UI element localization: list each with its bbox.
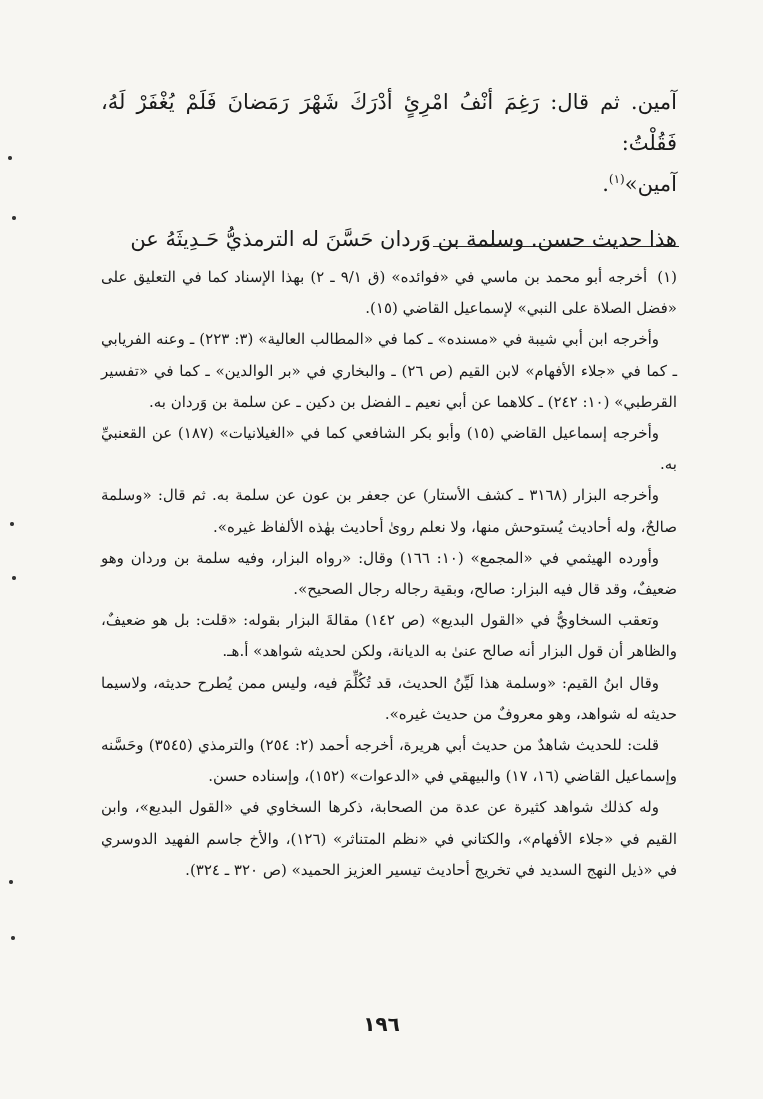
main-line-2-end: . xyxy=(602,172,609,196)
footnote-paragraph-5: وأورده الهيثمي في «المجمع» (١٠: ١٦٦) وقال: «رواه البزار، وفيه سلمة بن وردان وهو ضعيفٌ، وقد قال فيه البزار: صالح، وبقية رجاله رجال الصحيح». xyxy=(101,548,677,599)
scan-mark xyxy=(9,880,13,884)
main-line-2: آمين» xyxy=(624,172,677,196)
page-number: ١٩٦ xyxy=(363,1012,400,1036)
scan-mark xyxy=(12,576,16,580)
footnote-reference: (١) xyxy=(608,172,625,186)
footnote-paragraph-2: وأخرجه ابن أبي شيبة في «مسنده» ـ كما في «المطالب العالية» (٣: ٢٢٣) ـ وعنه الفريابي ـ كما في «جلاء الأفهام» لابن القيم (ص ٢٦) ـ والبخاري في «بر الوالدين» ـ كما في «تفسير القرطبي» (١٠: ٢٤٢) ـ كلاهما عن أبي نعيم ـ الفضل بن دكين ـ عن سلمة بن وَردان به. xyxy=(101,330,677,411)
footnote-paragraph-8: قلت: للحديث شاهدٌ من حديث أبي هريرة، أخرجه أحمد (٢: ٢٥٤) والترمذي (٣٥٤٥) وحَسَّنه وإسماعيل القاضي (١٦، ١٧) والبيهقي في «الدعوات» (١٥٢)، وإسناده حسن. xyxy=(101,736,677,786)
main-text xyxy=(101,82,677,260)
scan-mark xyxy=(8,156,12,160)
footnote-paragraph-9: وله كذلك شواهد كثيرة عن عدة من الصحابة، ذكرها السخاوي في «القول البديع»، وابن القيم في «جلاء الأفهام»، والكتاني في «نظم المتناثر» (١٢٦)، والأخ جاسم الفهيد الدوسري في «ذيل النهج السديد في تخريج أحاديث تيسير العزيز الحميد» (ص ٣٢٠ ـ ٣٢٤). xyxy=(101,798,678,879)
footnotes xyxy=(101,262,677,886)
footnote-paragraph-6: وتعقب السخاويُّ في «القول البديع» (ص ١٤٢) مقالةَ البزار بقوله: «قلت: بل هو ضعيفٌ، والظاهر أن قول البزار أنه صالح عنىٰ به الديانة، ولكن لحديثه شواهد» أ.هـ. xyxy=(101,611,677,661)
scan-mark xyxy=(12,216,16,220)
footnote-paragraph-7: وقال ابنُ القيم: «وسلمة هذا لَيِّنُ الحديث، قد تُكُلِّمَ فيه، وليس ممن يُطرح حديثه، ولاسيما حديثه له شواهد، وهو معروفٌ من حديث غيره». xyxy=(101,673,677,723)
scan-mark xyxy=(11,936,15,940)
footnote-text-1: أخرجه أبو محمد بن ماسي في «فوائده» (ق ٩/١ ـ ٢) بهذا الإسناد كما في التعليق على «فضل الصلاة على النبي» لإسماعيل القاضي (١٥). xyxy=(101,268,677,318)
footnote-paragraph-1 xyxy=(101,262,677,324)
main-line-1: آمين. ثم قال: رَغِمَ أنْفُ امْرِئٍ أدْرَكَ شَهْرَ رَمَضانَ فَلَمْ يُغْفَرْ لَهُ، فَقُلْتُ: xyxy=(101,90,677,155)
footnote-paragraph-3: وأخرجه إسماعيل القاضي (١٥) وأبو بكر الشافعي كما في «الغيلانيات» (١٨٧) عن القعنبيِّ به. xyxy=(101,424,677,474)
scan-mark xyxy=(10,522,14,526)
footnote-paragraph-4: وأخرجه البزار (٣١٦٨ ـ كشف الأستار) عن جعفر بن عون عن سلمة به. ثم قال: «وسلمة صالحٌ، وله أحاديث يُستوحش منها، ولا نعلم روىٰ أحاديث بهٰذه الألفاظ غيره». xyxy=(101,486,677,536)
main-paragraph-1 xyxy=(101,82,677,205)
footnote-separator xyxy=(433,246,679,247)
main-paragraph-2: هذا حديث حسن. وسلمة بن وَردان حَسَّنَ له الترمذيُّ حَـدِيثَهُ عن xyxy=(130,227,677,251)
footnote-number: (١) xyxy=(657,268,677,286)
